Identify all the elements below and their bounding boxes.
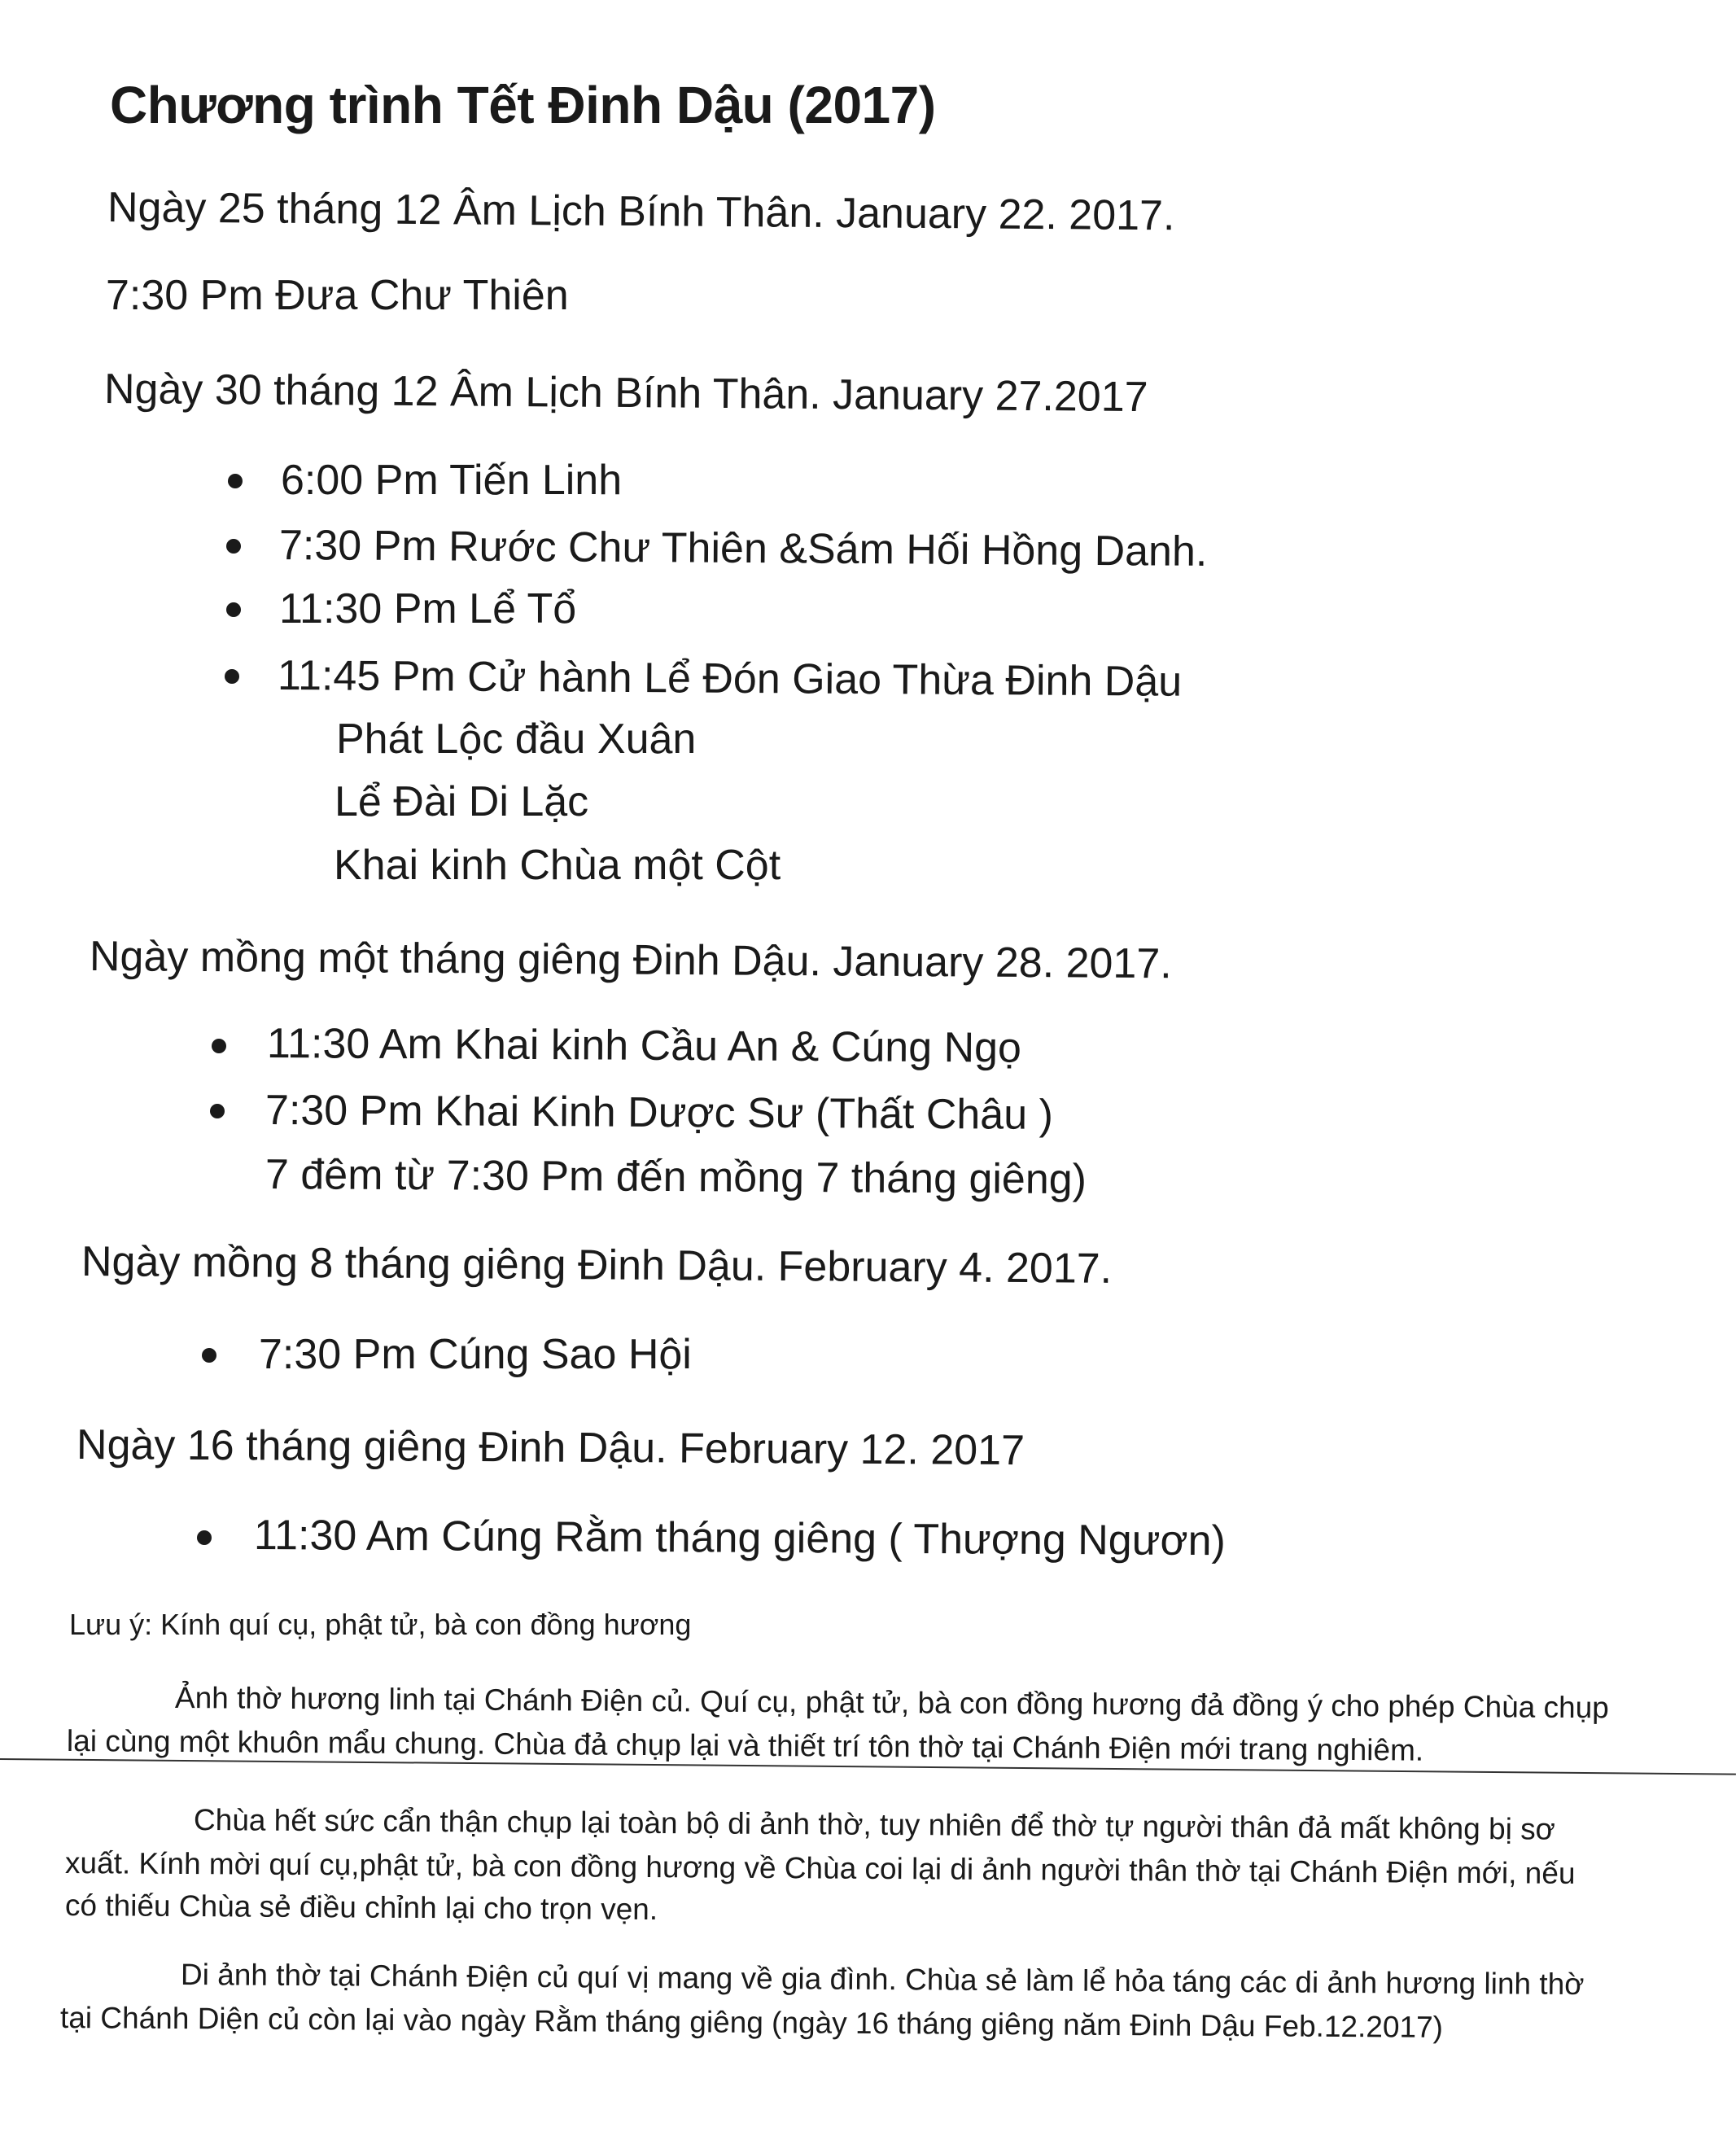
note-paragraph-line: Chùa hết sức cẩn thận chụp lại toàn bộ di ảnh thờ, tuy nhiên để thờ tự người thân đả mất không bị sơ: [193, 1803, 1556, 1846]
schedule-subitem: 7 đêm từ 7:30 Pm đến mồng 7 tháng giêng): [265, 1151, 1087, 1204]
bullet-icon: [210, 1104, 225, 1118]
schedule-subitem: Khai kinh Chùa một Cột: [334, 842, 781, 889]
page-title: Chương trình Tết Đinh Dậu (2017): [110, 76, 936, 134]
schedule-item: 11:30 Pm Lể Tổ: [279, 585, 577, 632]
bullet-icon: [226, 539, 241, 554]
schedule-item: 11:30 Am Khai kinh Cầu An & Cúng Ngọ: [266, 1020, 1022, 1072]
bullet-icon: [202, 1348, 216, 1363]
day-heading: Ngày 25 tháng 12 Âm Lịch Bính Thân. January 22. 2017.: [107, 184, 1175, 240]
schedule-item: 7:30 Pm Cúng Sao Hội: [259, 1331, 692, 1378]
bullet-icon: [197, 1530, 212, 1545]
day-heading: Ngày 30 tháng 12 Âm Lịch Bính Thân. January 27.2017: [103, 365, 1148, 422]
note-paragraph-line: xuất. Kính mời quí cụ,phật tử, bà con đồng hương về Chùa coi lại di ảnh người thân thờ tại Chánh Điện mới, nếu: [64, 1846, 1576, 1890]
schedule-item: 6:00 Pm Tiến Linh: [281, 457, 623, 504]
note-paragraph-line: tại Chánh Diện củ còn lại vào ngày Rằm tháng giêng (ngày 16 tháng giêng năm Đinh Dậu Feb.12.2017): [59, 2001, 1444, 2044]
day-heading: Ngày mồng một tháng giêng Đinh Dậu. January 28. 2017.: [89, 933, 1172, 988]
note-label: Lưu ý: Kính quí cụ, phật tử, bà con đồng hương: [69, 1608, 692, 1641]
schedule-item: 11:30 Am Cúng Rằm tháng giêng ( Thượng Ngươn): [253, 1512, 1227, 1565]
note-paragraph-line: Ảnh thờ hương linh tại Chánh Điện củ. Quí cụ, phật tử, bà con đồng hương đả đồng ý cho phép Chùa chụp: [174, 1681, 1609, 1725]
note-paragraph-line: có thiếu Chùa sẻ điều chỉnh lại cho trọn vẹn.: [64, 1889, 658, 1927]
day-heading: Ngày mồng 8 tháng giêng Đinh Dậu. February 4. 2017.: [81, 1238, 1113, 1293]
bullet-icon: [226, 602, 241, 617]
schedule-item: 7:30 Pm Khai Kinh Dược Sư (Thất Châu ): [265, 1087, 1054, 1139]
schedule-subitem: Phát Lộc đầu Xuân: [336, 716, 697, 763]
schedule-item: 7:30 Pm Rước Chư Thiên &Sám Hối Hồng Danh.: [278, 522, 1208, 576]
schedule-subitem: Lể Đài Di Lặc: [335, 778, 589, 825]
bullet-icon: [212, 1039, 226, 1053]
bullet-icon: [228, 474, 243, 488]
schedule-item: 11:45 Pm Cử hành Lể Đón Giao Thừa Đinh Dậu: [277, 652, 1183, 706]
day-heading: Ngày 16 tháng giêng Đinh Dậu. February 12. 2017: [76, 1421, 1025, 1475]
note-paragraph-line: lại cùng một khuôn mẩu chung. Chùa đả chụp lại và thiết trí tôn thờ tại Chánh Điện mới trang nghiêm.: [66, 1724, 1424, 1767]
schedule-item: 7:30 Pm Đưa Chư Thiên: [106, 272, 569, 319]
note-paragraph-line: Di ảnh thờ tại Chánh Điện củ quí vị mang về gia đình. Chùa sẻ làm lể hỏa táng các di ảnh hương linh thờ: [180, 1958, 1585, 2002]
bullet-icon: [225, 669, 239, 684]
